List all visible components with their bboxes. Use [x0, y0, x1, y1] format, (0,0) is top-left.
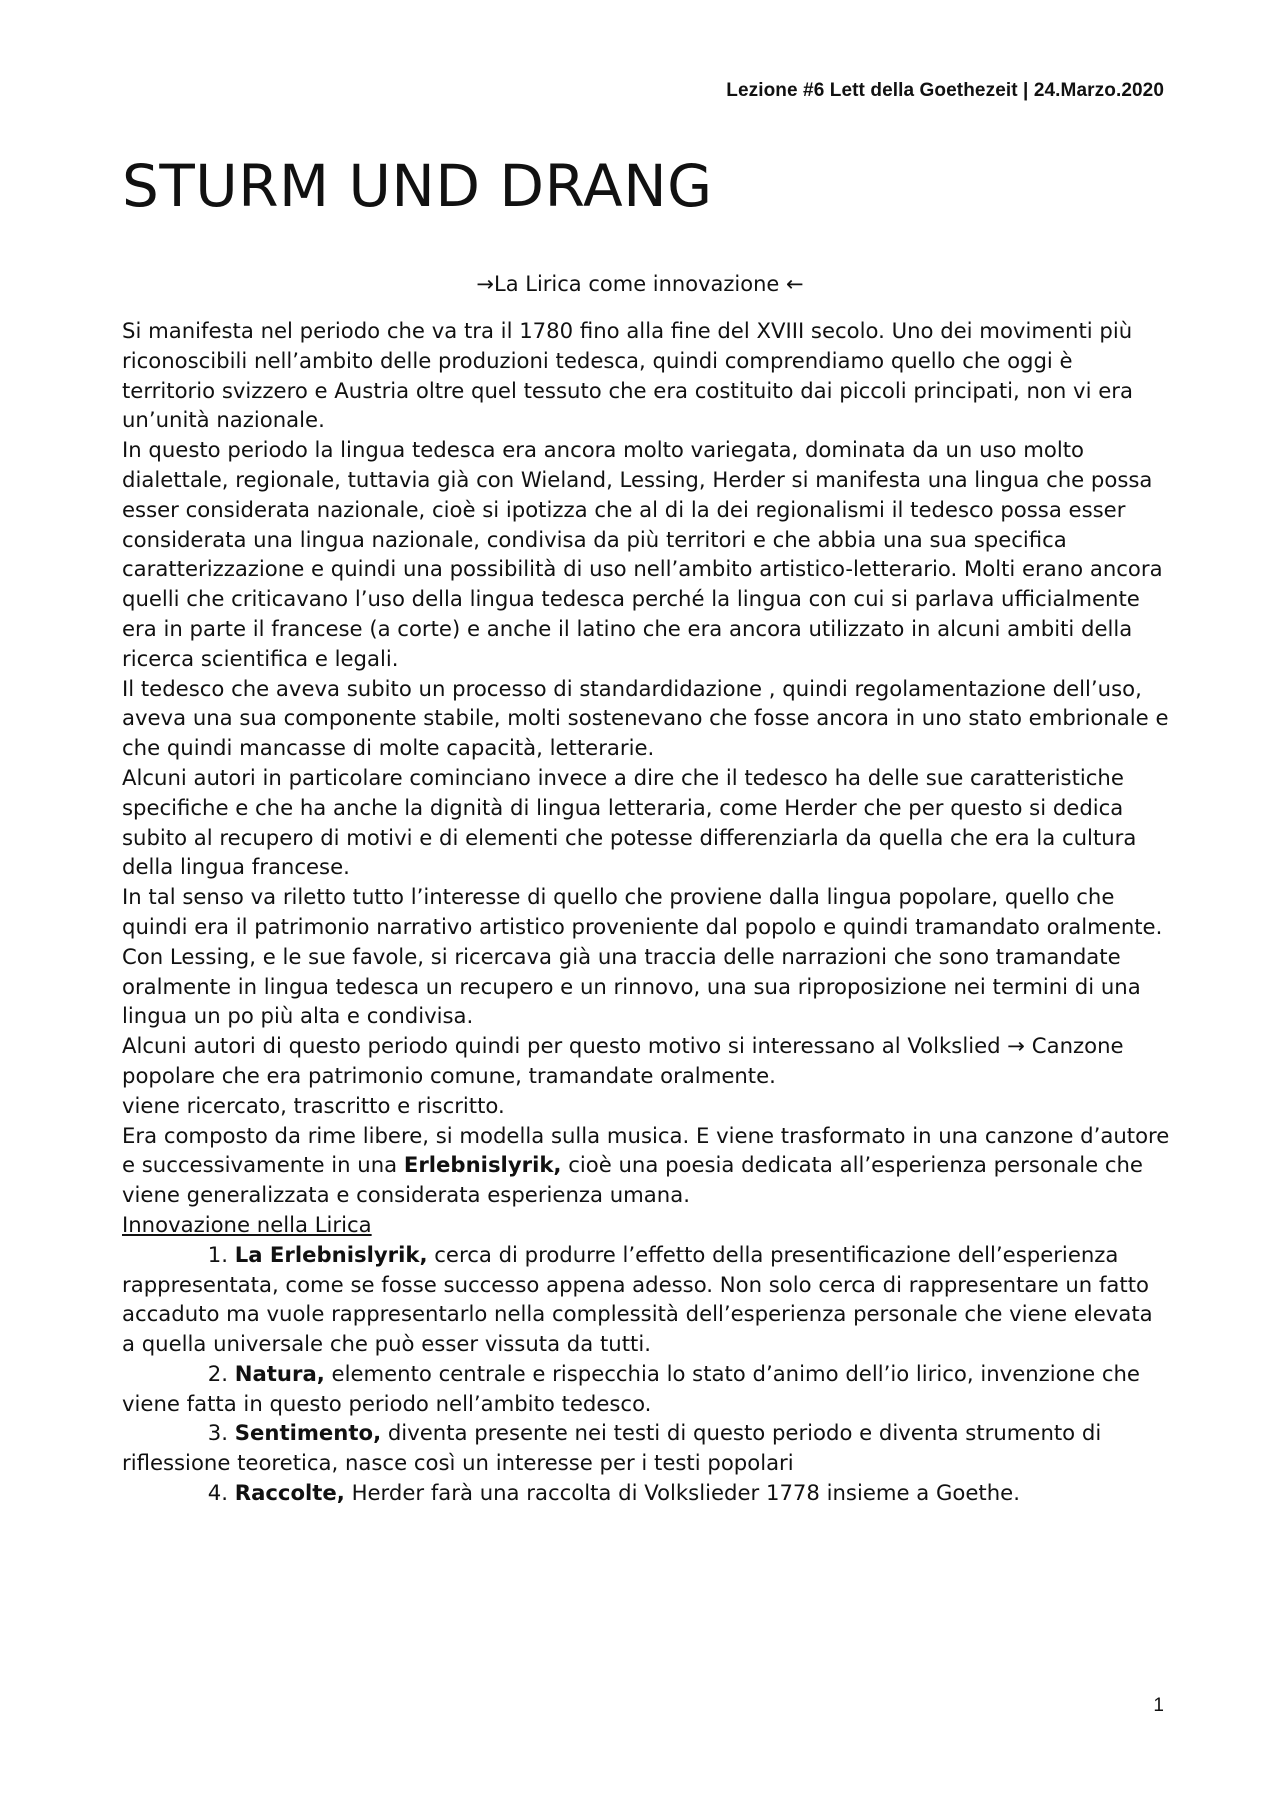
page-number: 1	[1153, 1695, 1164, 1716]
bold-term: Natura,	[234, 1360, 325, 1386]
list-item	[122, 1478, 1172, 1508]
bold-term: Raccolte,	[234, 1480, 345, 1506]
list-text: Herder farà una raccolta di Volkslieder 1778 insieme a Goethe.	[344, 1480, 1020, 1506]
list-text: diventa presente nei testi di questo periodo e diventa strumento di riflessione teoretica, nasce così un interesse per i testi popolari	[122, 1420, 1102, 1476]
list-item	[122, 1418, 1172, 1478]
section-heading: Innovazione nella Lirica	[122, 1211, 372, 1237]
list-number: 1.	[207, 1241, 228, 1267]
page-header: Lezione #6 Lett della Goethezeit | 24.Marzo.2020	[726, 80, 1164, 101]
paragraph: Con Lessing, e le sue favole, si ricercava già una traccia delle narrazioni che sono tramandate oralmente in lingua tedesca un recupero e un rinnovo, una sua riproposizione nei termini di una lingua un po più alta e condivisa.	[122, 943, 1141, 1029]
list-number: 4.	[207, 1480, 228, 1506]
paragraph-erlebnis	[122, 1121, 1172, 1210]
text-run: Era composto da rime libere, si modella sulla musica. E viene trasformato in una canzone d’autore e successivamente in una	[122, 1122, 1170, 1178]
document-body	[122, 316, 1172, 1508]
paragraph: In tal senso va riletto tutto l’interesse di quello che proviene dalla lingua popolare, quello che quindi era il patrimonio narrativo artistico proveniente dal popolo e quindi tramandato oralmente.	[122, 884, 1163, 939]
list-number: 2.	[207, 1360, 228, 1386]
list-text: elemento centrale e rispecchia lo stato d’animo dell’io lirico, invenzione che viene fatta in questo periodo nell’ambito tedesco.	[122, 1360, 1140, 1416]
page-title: STURM UND DRANG	[122, 152, 713, 220]
bold-term: Sentimento,	[234, 1420, 382, 1446]
subtitle: →La Lirica come innovazione ←	[476, 272, 804, 296]
list-item	[122, 1240, 1172, 1359]
paragraph: Alcuni autori in particolare cominciano invece a dire che il tedesco ha delle sue caratteristiche specifiche e che ha anche la dignità di lingua letteraria, come Herder che per questo si dedica subito al recupero di motivi e di elementi che potesse differenziarla da quella che era la cultura della lingua francese.	[122, 764, 1137, 880]
bold-term: Erlebnislyrik,	[403, 1152, 562, 1178]
paragraph: Il tedesco che aveva subito un processo di standardidazione , quindi regolamentazione dell’uso, aveva una sua componente stabile, molti sostenevano che fosse ancora in uno stato embrionale e che quindi mancasse di molte capacità, letterarie.	[122, 675, 1169, 761]
text-run: cioè una poesia dedicata all’esperienza personale che viene generalizzata e considerata esperienza umana.	[122, 1152, 1143, 1208]
list-text: cerca di produrre l’effetto della presentificazione dell’esperienza rappresentata, come se fosse successo appena adesso. Non solo cerca di rappresentare un fatto accaduto ma vuole rappresentarlo nella complessità dell’esperienza personale che viene elevata a quella universale che può esser vissuta da tutti.	[122, 1241, 1153, 1357]
list-item	[122, 1359, 1172, 1419]
paragraph: Si manifesta nel periodo che va tra il 1780 fino alla fine del XVIII secolo. Uno dei movimenti più riconoscibili nell’ambito delle produzioni tedesca, quindi comprendiamo quello che oggi è territorio svizzero e Austria oltre quel tessuto che era costituito dai piccoli principati, non vi era un’unità nazionale.	[122, 318, 1133, 433]
bold-term: La Erlebnislyrik,	[234, 1241, 428, 1267]
paragraph: In questo periodo la lingua tedesca era ancora molto variegata, dominata da un uso molto dialettale, regionale, tuttavia già con Wieland, Lessing, Herder si manifesta una lingua che possa esser considerata nazionale, cioè si ipotizza che al di la dei regionalismi il tedesco possa esser considerata una lingua nazionale, condivisa da più territori e che abbia una sua specifica caratterizzazione e quindi una possibilità di uso nell’ambito artistico-letterario. Molti erano ancora quelli che criticavano l’uso della lingua tedesca perché la lingua con cui si parlava ufficialmente era in parte il francese (a corte) e anche il latino che era ancora utilizzato in alcuni ambiti della ricerca scientifica e legali.	[122, 437, 1163, 671]
paragraph: viene ricercato, trascritto e riscritto.	[122, 1092, 505, 1118]
list-number: 3.	[207, 1420, 228, 1446]
paragraph: Alcuni autori di questo periodo quindi per questo motivo si interessano al Volkslied → Canzone popolare che era patrimonio comune, tramandate oralmente.	[122, 1033, 1124, 1088]
